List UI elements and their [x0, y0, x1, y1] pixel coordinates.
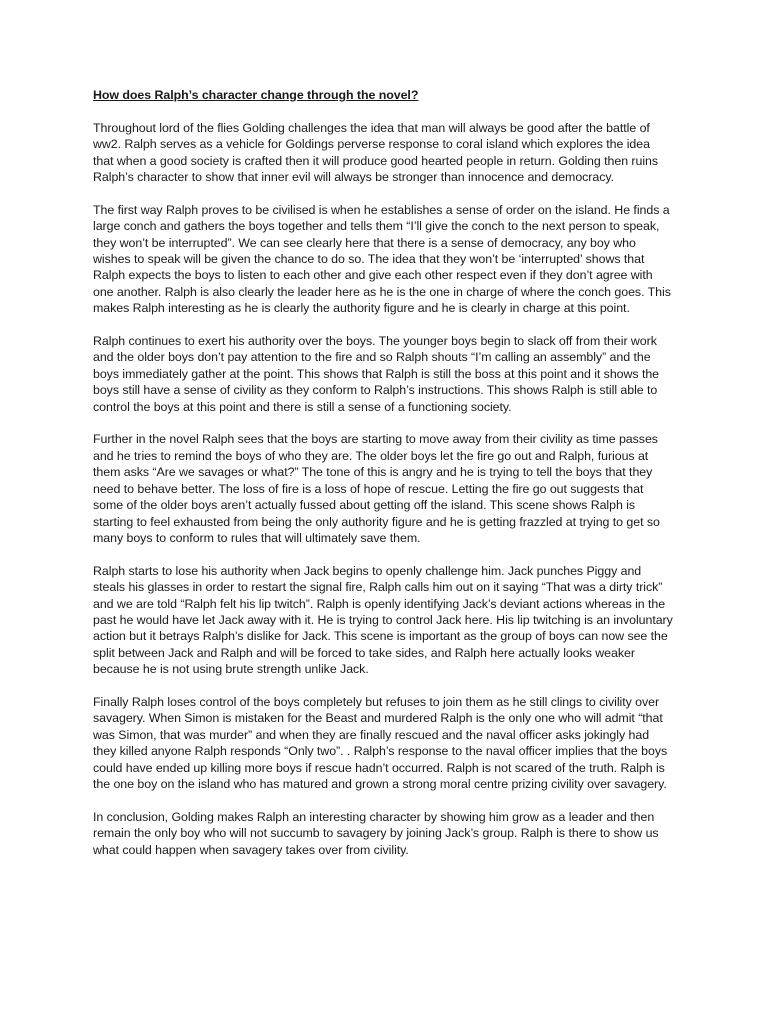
document-page	[93, 87, 673, 874]
paragraph-losing-civility: Further in the novel Ralph sees that the boys are starting to move away from their civility as time passes and he tries to remind the boys of who they are. The older boys let the fire go out and Ralph, furious at them asks “Are we savages or what?” The tone of this is angry and he is trying to tell the boys that they need to behave better. The loss of fire is a loss of hope of rescue. Letting the fire go out suggests that some of the older boys aren’t actually fussed about getting off the island. This scene shows Ralph is starting to feel exhausted from being the only authority figure and he is getting frazzled at trying to get so many boys to conform to rules that will ultimately save them.	[93, 432, 660, 545]
paragraph-losing-authority: Ralph starts to lose his authority when Jack begins to openly challenge him. Jack punches Piggy and steals his glasses in order to restart the signal fire, Ralph calls him out on it saying “That was a dirty trick” and we are told “Ralph felt his lip twitch”. Ralph is openly identifying Jack’s deviant actions whereas in the past he would have let Jack away with it. He is trying to control Jack here. His lip twitching is an involuntary action but it betrays Ralph’s dislike for Jack. This scene is important as the group of boys can now see the split between Jack and Ralph and will be forced to take sides, and Ralph here actually looks weaker because he is not using brute strength unlike Jack.	[93, 563, 673, 677]
paragraph-exerting-authority: Ralph continues to exert his authority over the boys. The younger boys begin to slack off from their work and the older boys don’t pay attention to the fire and so Ralph shouts “I’m calling an assembly” and the boys immediately gather at the point. This shows that Ralph is still the boss at this point and it shows the boys still have a sense of civility as they conform to Ralph’s instructions. This shows Ralph is still able to control the boys at this point and there is still a sense of a functioning society.	[93, 334, 660, 414]
essay-title: How does Ralph’s character change through the novel?	[93, 88, 419, 102]
paragraph-loses-control: Finally Ralph loses control of the boys completely but refuses to join them as he still clings to civility over savagery. When Simon is mistaken for the Beast and murdered Ralph is the only one who will admit “that was Simon, that was murder” and when they are finally rescued and the naval officer asks jokingly had they killed anyone Ralph responds “Only two”. . Ralph’s response to the naval officer implies that the boys could have ended up killing more boys if rescue hadn’t occurred. Ralph is not scared of the truth. Ralph is the one boy on the island who has matured and grown a strong moral centre prizing civility over savagery.	[93, 694, 668, 791]
paragraph-conclusion: In conclusion, Golding makes Ralph an interesting character by showing him grow as a leader and then remain the only boy who will not succumb to savagery by joining Jack’s group. Ralph is there to show us what could happen when savagery takes over from civility.	[93, 809, 659, 857]
paragraph-order-on-island: The first way Ralph proves to be civilised is when he establishes a sense of order on the island. He finds a large conch and gathers the boys together and tells them “I’ll give the conch to the next person to speak, they won’t be interrupted”. We can see clearly here that there is a sense of democracy, any boy who wishes to speak will be given the chance to do so. The idea that they won’t be ‘interrupted’ shows that Ralph expects the boys to listen to each other and give each other respect even if they don’t agree with one another. Ralph is also clearly the leader here as he is the one in charge of where the conch goes. This makes Ralph interesting as he is clearly the authority figure and he is clearly in charge at this point.	[93, 202, 671, 316]
paragraph-introduction: Throughout lord of the flies Golding challenges the idea that man will always be good after the battle of ww2. Ralph serves as a vehicle for Goldings perverse response to coral island which explores the idea that when a good society is crafted then it will produce good hearted people in return. Golding then ruins Ralph’s character to show that inner evil will always be stronger than innocence and democracy.	[93, 120, 659, 185]
